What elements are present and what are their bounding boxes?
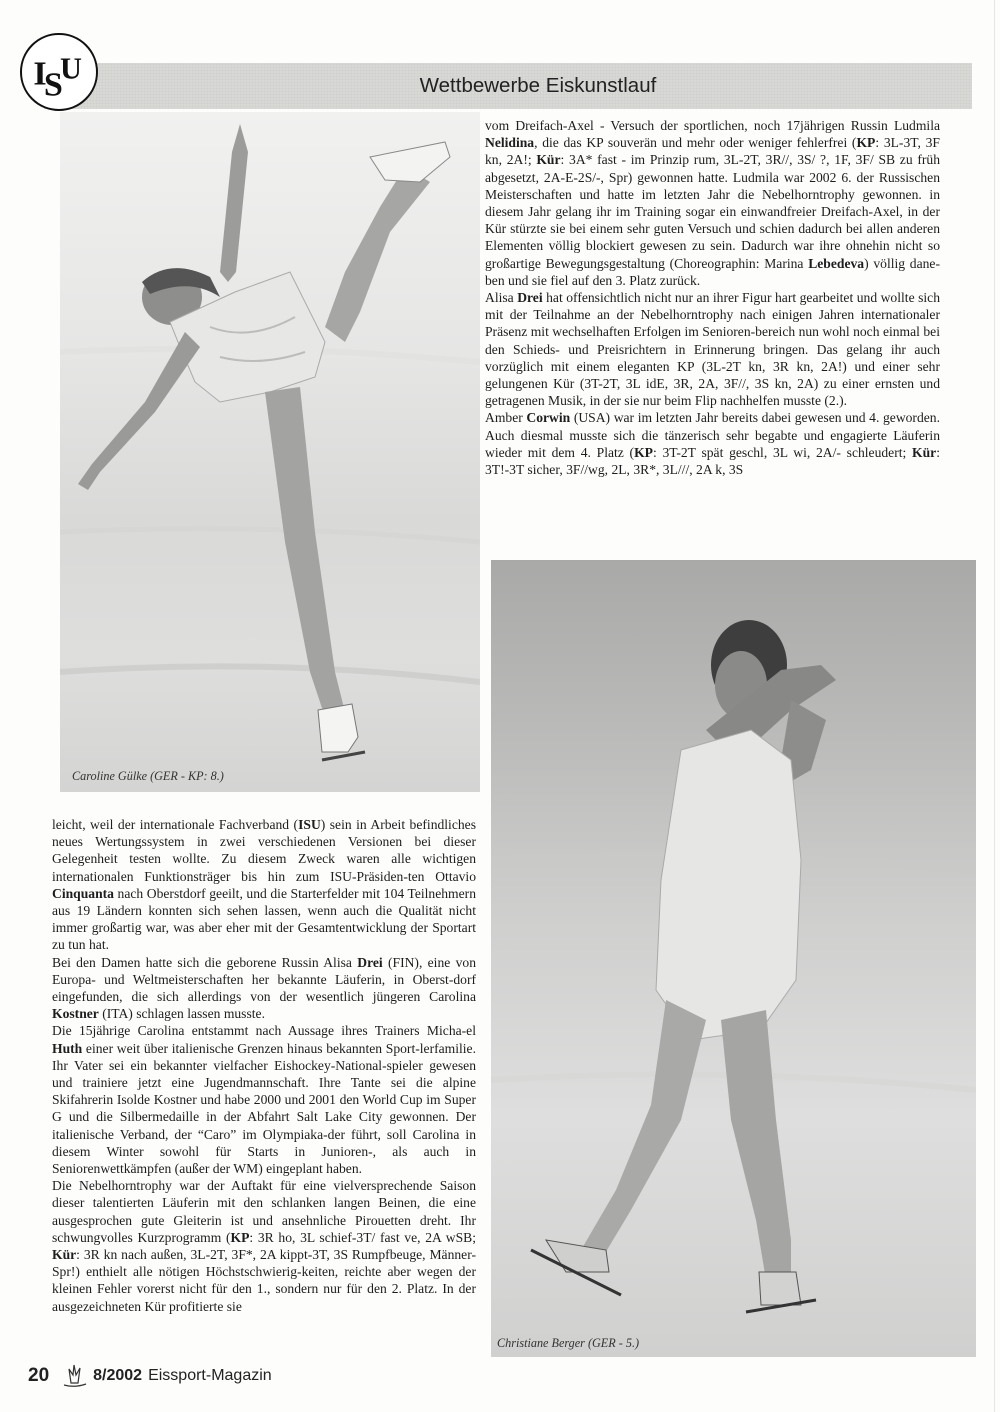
photo-caption-left: Caroline Gülke (GER - KP: 8.): [72, 769, 224, 783]
page-number: 20: [28, 1365, 50, 1386]
isu-logo: [20, 33, 98, 111]
body-text: Die Nebelhorntrophy war der Auftakt für eine vielversprechende Saison dieser talentierten Läuferin mit den schlanken langen Beinen, die eine ausgesprochen gute Gleiterin ist und ansehnliche Pirouetten dreht. Ihr schwungvolles Kurzprogramm (: [52, 1178, 476, 1245]
body-text: (USA) war im letzten Jahr bereits dabei gewesen und 4. geworden. Auch diesmal musste sich die tänzerisch sehr begabte und engagierte Läuferin wieder mit dem 4. Platz (: [485, 410, 940, 460]
issue-number: 8/2002: [93, 1367, 143, 1384]
photo-caroline-guelke: [60, 112, 480, 792]
skater-spiral-icon: [60, 112, 480, 792]
skater-pose-icon: [491, 560, 976, 1357]
body-text: einer weit über italienische Grenzen hinaus bekannten Sport-lerfamilie. Ihr Vater sei ein bekannter vielfacher Eishockey-National-spieler gewesen und trainiere jetzt eine Jugendmannschaft. Ihre Tante sei die alpine Skifahrerin Isolde Kostner und habe 2000 und 2001 den World Cup im Super G und die Silbermedaille in der Abfahrt Salt Lake City gewonnen. Der italienische Verband, der “Caro” im Olympiaka-der führt, soll Carolina in diesem Winter sowohl für Starts in Junioren-, als auch in Seniorenwettkämpfen (außer der WM) eingeplant haben.: [52, 1040, 476, 1177]
bold-name-text: Cinquanta: [52, 885, 114, 901]
bold-name-text: Lebedeva: [808, 255, 865, 271]
body-text: (ITA) schlagen lassen musste.: [98, 1006, 265, 1022]
paragraph: [52, 954, 476, 1023]
bold-name-text: Drei: [357, 954, 383, 970]
body-text: : 3T!-3T sicher, 3F//wg, 2L, 3R*, 3L///, 2A k, 3S: [485, 444, 940, 478]
bold-name-text: Drei: [517, 290, 543, 306]
bold-name-text: KP: [856, 135, 876, 151]
body-text: nach Oberstdorf geeilt, und die Starterfelder mit 104 Teilnehmern aus 19 Ländern konnten sich sehen lassen, wenn auch die Qualität nicht immer großartig war, was aber eher mit der Gesamtentwicklung der Sportart zu tun hat.: [52, 885, 476, 953]
bold-name-text: Corwin: [526, 410, 571, 426]
body-text: (FIN), eine von Europa- und Weltmeisterschaften her bekannte Läuferin, in Oberst-dorf eingefunden, die sich allerdings von der wesentlich jüngeren Carolina: [52, 954, 476, 1005]
body-text: : 3T-2T spät geschl, 3L wi, 2A/- schleudert;: [652, 444, 913, 460]
page-footer: [28, 1364, 272, 1388]
paragraph: [52, 1177, 476, 1315]
body-text: Bei den Damen hatte sich die geborene Russin Alisa: [52, 954, 358, 970]
body-text: ) sein in Arbeit befindliches neues Wertungssystem in zwei verschiedenen Versionen bei dieser Gelegenheit testen wollte. Zu diesem Zweck waren alle wichtigen internationalen Funktionsträger bis hin zum ISU-Präsiden-ten Ottavio: [52, 817, 476, 884]
body-text: , die das KP souverän und mehr oder weniger fehlerfrei (: [534, 135, 857, 151]
paragraph: [52, 1022, 476, 1177]
isu-logo-icon: [22, 35, 96, 109]
body-text: : 3L-3T, 3F kn, 2A!;: [485, 135, 940, 168]
bold-name-text: Huth: [52, 1040, 83, 1056]
body-text: : 3A* fast - im Prinzip rum, 3L-2T, 3R//, 3S/ ?, 1F, 3F/ SB zu früh abgesetzt, 2A-E-2S/-, Spr) gewonnen hatte. Ludmila war 2002 6. der Russischen Meisterschaften und hatte im letzten Jahr die Nebelhorntrophy gewonnen. in diesem Jahr gelang ihr im Training sogar ein einwandfreier Dreifach-Axel, in der Kür stürzte sie bei einem sehr guten Versuch und schien dadurch bei allen anderen Elementen völlig blockiert gewesen zu sein. Dadurch war ihre ohnehin nicht so großartige Bewegungsgestaltung (Choreographin: Marina: [485, 152, 940, 271]
body-text: : 3R kn nach außen, 3L-2T, 3F*, 2A kippt-3T, 3S Rumpfbeuge, Männer-Spr!) enthielt alle nötigen Höchstschwierig-keiten, reichte aber wegen der kleinen Fehler vorerst nicht für den 1., sondern nur für den 2. Platz. In der ausgezeichneten Kür profitierte sie: [52, 1247, 476, 1314]
body-text: leicht, weil der internationale Fachverband (: [52, 817, 299, 832]
body-text: ) völlig dane-ben und sie fiel auf den 3. Platz zurück.: [485, 255, 940, 288]
bold-name-text: ISU: [298, 817, 321, 832]
body-text: hat offensichtlich nicht nur an ihrer Figur hart gearbeitet und wollte sich mit der Teilnahme an der Nebelhorntrophy nach einigen Jahren internationaler Präsenz mit wechselhaften Erfolgen im Senioren-bereich nun wohl noch einmal bei den Schieds- und Preisrichtern in Erinnerung bringen. Das gelang ihr auch vorzüglich mit einem eleganten KP (3L-2T kn, 3R kn, 2A!) und einer sehr gelungenen Kür (3T-2T, 3L idE, 3R, 2A, 3F//, 3S kn, 2A) zu einer ernsten und getragenen Musik, in der sie nur beim Flip nachhelfen musste (2.).: [485, 290, 940, 409]
bold-name-text: Kür: [912, 444, 937, 460]
page-title: Wettbewerbe Eiskunstlauf: [419, 74, 657, 97]
page-edge-line: [994, 0, 995, 1412]
body-text: vom Dreifach-Axel - Versuch der sportlichen, noch 17jährigen Russin Ludmila: [485, 118, 940, 133]
magazine-skate-logo-icon: [61, 1363, 89, 1389]
bold-name-text: KP: [230, 1229, 250, 1245]
paragraph: [485, 117, 940, 289]
svg-text:U: U: [59, 51, 82, 86]
svg-text:S: S: [43, 66, 63, 104]
bold-name-text: Kür: [536, 152, 561, 168]
bold-name-text: Kostner: [52, 1006, 99, 1022]
bold-name-text: Nelidina: [485, 135, 535, 151]
bold-name-text: KP: [634, 444, 653, 460]
body-text: Amber: [485, 410, 527, 426]
body-text: Alisa: [485, 290, 518, 306]
paragraph: [485, 409, 940, 478]
magazine-name: Eissport-Magazin: [148, 1367, 272, 1384]
article-column-left-bottom: [52, 816, 476, 1315]
body-text: Die 15jährige Carolina entstammt nach Aussage ihres Trainers Micha-el: [52, 1023, 476, 1039]
svg-text:I: I: [33, 55, 47, 93]
paragraph: [485, 289, 940, 409]
paragraph: [52, 816, 476, 954]
article-column-right-top: [485, 117, 940, 478]
body-text: : 3R ho, 3L schief-3T/ fast ve, 2A wSB;: [249, 1229, 476, 1245]
bold-name-text: Kür: [52, 1247, 77, 1263]
photo-christiane-berger: [491, 560, 976, 1357]
photo-caption-right: Christiane Berger (GER - 5.): [497, 1336, 640, 1350]
